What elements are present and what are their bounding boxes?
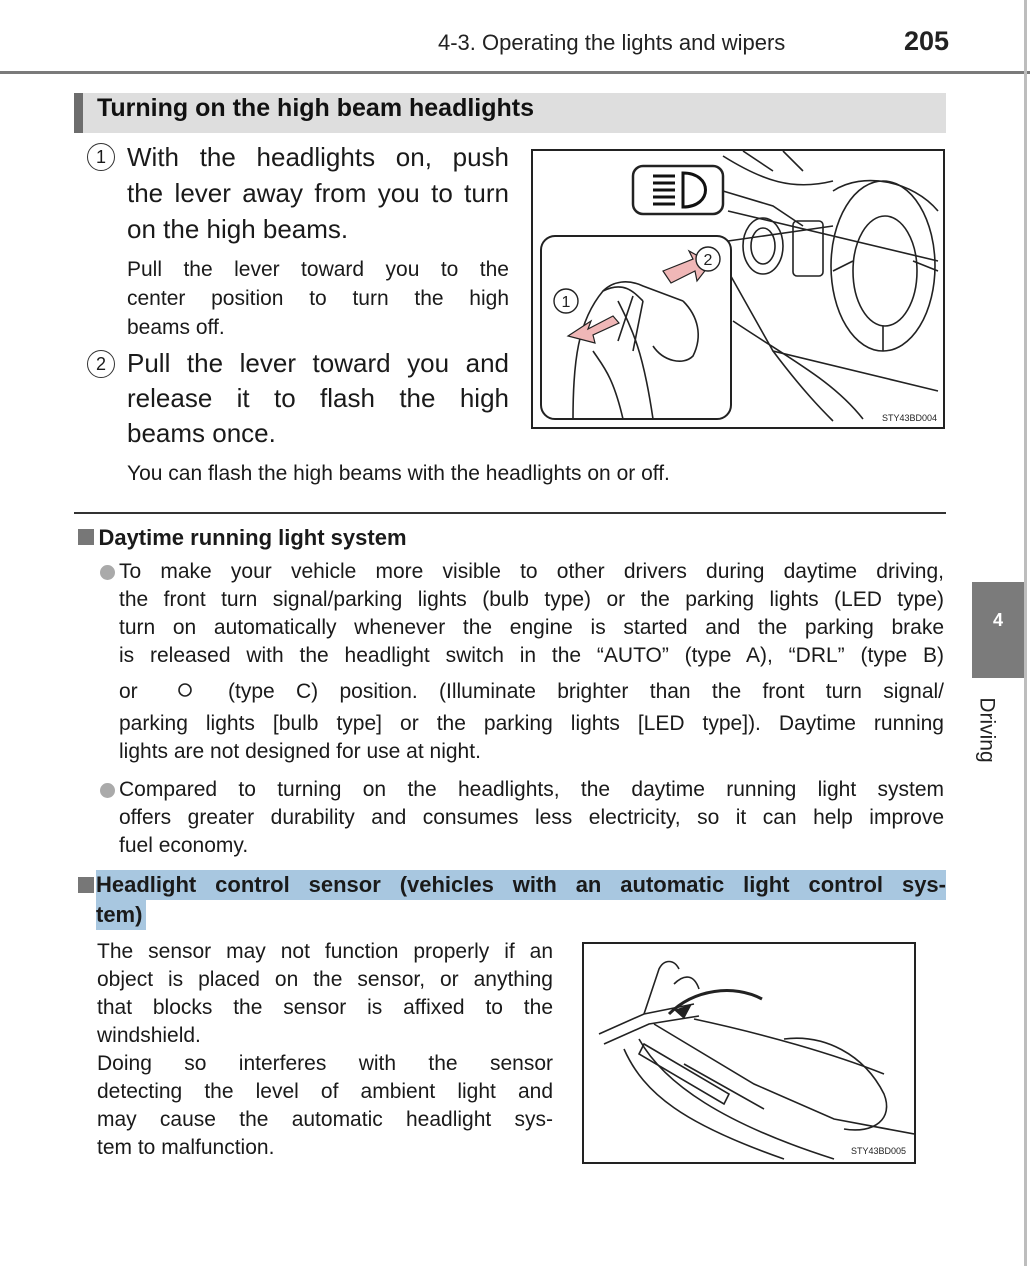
step-1-note	[127, 255, 509, 342]
step-1-note-line: Pull the lever toward you to the	[127, 258, 509, 281]
body-text: or	[119, 680, 138, 703]
body-line: The sensor may not function properly if an	[97, 940, 553, 963]
body-line: windshield.	[97, 1024, 201, 1047]
bullet-icon	[100, 565, 115, 580]
bullet-icon	[100, 783, 115, 798]
daytime-bullet-2	[119, 776, 944, 860]
daytime-heading-text: Daytime running light system	[98, 525, 407, 550]
step-2-line: beams once.	[127, 418, 276, 448]
section-heading-high-beam	[74, 93, 946, 133]
heading-square-icon	[78, 877, 94, 893]
callout-2-label: 2	[703, 252, 713, 269]
sensor-heading-line-1: Headlight control sensor (vehicles with an automatic light control sys-	[96, 870, 946, 900]
body-line: that blocks the sensor is affixed to the	[97, 996, 553, 1019]
body-line: Compared to turning on the headlights, the daytime running light system	[119, 778, 944, 801]
body-line: detecting the level of ambient light and	[97, 1080, 553, 1103]
body-text: (type C) position. (Illuminate brighter than the front turn signal/	[228, 680, 944, 703]
step-1-marker: 1	[87, 143, 115, 171]
flash-note: You can flash the high beams with the headlights on or off.	[127, 462, 670, 485]
sensor-body	[97, 938, 553, 1162]
chapter-label-box	[966, 690, 1026, 770]
page-number: 205	[904, 26, 950, 56]
step-1-note-line: center position to turn the high	[127, 287, 509, 310]
heading-square-icon	[78, 529, 94, 545]
callout-1-label: 1	[561, 294, 571, 311]
dashboard-illustration	[584, 944, 914, 1162]
sensor-heading-line-2: tem)	[96, 900, 146, 930]
side-light-symbol-icon	[174, 678, 196, 708]
header-rule	[0, 71, 1030, 74]
body-line: To make your vehicle more visible to other drivers during daytime driving,	[119, 560, 944, 583]
step-1-line: With the headlights on, push	[127, 142, 509, 172]
figure-1-code: STY43BD004	[881, 413, 937, 423]
chapter-tab	[972, 582, 1024, 678]
step-1-text	[127, 139, 509, 247]
page-edge-rule	[1024, 0, 1027, 1266]
body-line: object is placed on the sensor, or anything	[97, 968, 553, 991]
body-line: lights are not designed for use at night.	[119, 740, 481, 763]
body-line: turn on automatically whenever the engine is started and the parking brake	[119, 616, 944, 639]
sensor-location-figure	[582, 942, 916, 1164]
running-header-title: 4-3. Operating the lights and wipers	[438, 30, 786, 55]
section-divider	[74, 512, 946, 514]
body-line: parking lights [bulb type] or the parking lights [LED type]). Daytime running	[119, 712, 944, 735]
body-line: Doing so interferes with the sensor	[97, 1052, 553, 1075]
section-heading-text: Turning on the high beam headlights	[97, 94, 535, 122]
body-line: fuel economy.	[119, 834, 249, 857]
sensor-heading	[78, 870, 946, 930]
body-line: offers greater durability and consumes less electricity, so it can help improve	[119, 806, 944, 829]
chapter-number: 4	[992, 610, 1003, 630]
step-2-marker: 2	[87, 350, 115, 378]
daytime-heading	[78, 525, 407, 551]
step-1-line: on the high beams.	[127, 214, 349, 244]
step-2-text	[127, 346, 509, 451]
step-1-line: the lever away from you to turn	[127, 178, 509, 208]
body-line: may cause the automatic headlight sys-	[97, 1108, 553, 1131]
lever-illustration	[533, 151, 942, 426]
daytime-bullet-1	[119, 558, 944, 766]
body-line: the front turn signal/parking lights (bulb type) or the parking lights (LED type)	[119, 588, 944, 611]
step-2-line: Pull the lever toward you and	[127, 348, 509, 378]
headlight-lever-figure	[531, 149, 945, 429]
body-line: tem to malfunction.	[97, 1136, 275, 1159]
step-1-note-line: beams off.	[127, 316, 225, 339]
high-beam-symbol-box	[633, 166, 723, 214]
figure-2-code: STY43BD005	[850, 1146, 906, 1156]
body-line-with-symbol	[119, 670, 944, 706]
body-line: is released with the headlight switch in the “AUTO” (type A), “DRL” (type B)	[119, 644, 944, 667]
chapter-label: Driving	[975, 697, 999, 763]
step-2-line: release it to flash the high	[127, 383, 509, 413]
